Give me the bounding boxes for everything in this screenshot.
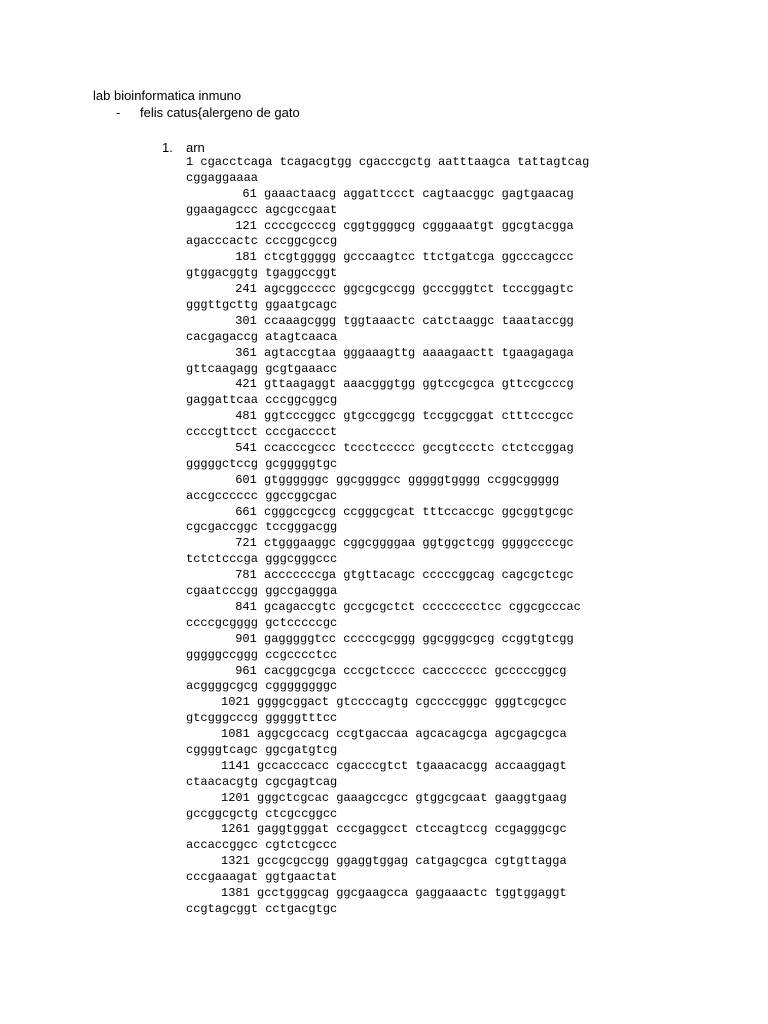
- sequence-line-continuation: cgcgaccggc tccgggacgg: [186, 520, 338, 535]
- sequence-line: 61 gaaactaacg aggattccct cagtaacggc gagtgaacag: [228, 186, 574, 201]
- sequence-line: 121 ccccgccccg cggtggggcg cgggaaatgt ggcgtacgga: [228, 218, 574, 233]
- sequence-line: 781 acccccccga gtgttacagc cccccggcag cagcgctcgc: [228, 568, 574, 583]
- sequence-line: 721 ctgggaaggc cggcggggaa ggtggctcgg ggggccccgc: [228, 536, 574, 551]
- list-label: arn: [186, 140, 205, 155]
- sequence-line-continuation: cgaatcccgg ggccgaggga: [186, 584, 338, 599]
- sequence-line: 601 gtggggggc ggcggggcc gggggtgggg ccggcggggg: [228, 472, 560, 487]
- sequence-line: 1261 gaggtgggat cccgaggcct ctccagtccg ccgagggcgc: [221, 822, 567, 837]
- sequence-line-continuation: ggaagagccc agcgccgaat: [186, 202, 338, 217]
- sequence-line-continuation: cccgaaagat ggtgaactat: [186, 870, 338, 885]
- sequence-line-continuation: cggaggaaaa: [186, 170, 259, 185]
- sequence-line-continuation: gtggacggtg tgaggccggt: [186, 266, 338, 281]
- sequence-line-continuation: gggttgcttg ggaatgcagc: [186, 298, 338, 313]
- sequence-line: 1141 gccacccacc cgacccgtct tgaaacacgg accaaggagt: [221, 758, 567, 773]
- sequence-line: 1381 gcctgggcag ggcgaagcca gaggaaactc tggtggaggt: [221, 885, 567, 900]
- sequence-line: 541 ccacccgccc tccctccccc gccgtccctc ctctccggag: [228, 441, 574, 456]
- sequence-line-continuation: acggggcgcg cggggggggc: [186, 679, 338, 694]
- sequence-line-continuation: gttcaagagg gcgtgaaacc: [186, 361, 338, 376]
- bullet-text: felis catus{alergeno de gato: [140, 105, 300, 120]
- sequence-line-continuation: ctaacacgtg cgcgagtcag: [186, 774, 338, 789]
- sequence-line-continuation: gccggcgctg ctcgccggcc: [186, 806, 338, 821]
- sequence-line: 181 ctcgtggggg gcccaagtcc ttctgatcga ggcccagccc: [228, 250, 574, 265]
- sequence-line-continuation: accaccggcc cgtctcgccc: [186, 838, 338, 853]
- sequence-line-continuation: gggggctccg gcgggggtgc: [186, 456, 338, 471]
- sequence-line: 1081 aggcgccacg ccgtgaccaa agcacagcga agcgagcgca: [221, 727, 567, 742]
- sequence-line-continuation: ccccgttcct cccgacccct: [186, 425, 338, 440]
- numbered-list-item: [162, 140, 205, 156]
- sequence-line: 1321 gccgcgccgg ggaggtggag catgagcgca cgtgttagga: [221, 854, 567, 869]
- sequence-line-continuation: ccgtagcggt cctgacgtgc: [186, 901, 338, 916]
- sequence-line: 421 gttaagaggt aaacgggtgg ggtccgcgca gttccgcccg: [228, 377, 574, 392]
- sequence-line: 961 cacggcgcga cccgctcccc caccccccc gcccccggcg: [228, 663, 567, 678]
- sequence-line: 241 agcggccccc ggcgcgccgg gcccgggtct tcccggagtc: [228, 282, 574, 297]
- sequence-line: 1021 ggggcggact gtccccagtg cgccccgggc gggtcgcgcc: [221, 695, 567, 710]
- bullet-marker: -: [116, 105, 121, 120]
- sequence-line-continuation: gggggccggg ccgcccctcc: [186, 647, 338, 662]
- sequence-line: 481 ggtcccggcc gtgccggcgg tccggcggat ctttcccgcc: [228, 409, 574, 424]
- sequence-line: 901 gagggggtcc cccccgcggg ggcgggcgcg ccggtgtcgg: [228, 631, 574, 646]
- sequence-line-continuation: gaggattcaa cccggcggcg: [186, 393, 338, 408]
- sequence-line: 1 cgacctcaga tcagacgtgg cgacccgctg aatttaagca tattagtcag: [186, 155, 590, 169]
- list-number: 1.: [162, 140, 173, 155]
- sequence-line-continuation: accgcccccc ggccggcgac: [186, 488, 338, 503]
- sequence-line-continuation: agacccactc cccggcgccg: [186, 234, 338, 249]
- document-title: lab bioinformatica inmuno: [93, 88, 242, 103]
- sequence-line: 1201 gggctcgcac gaaagccgcc gtggcgcaat gaaggtgaag: [221, 790, 567, 805]
- sequence-line: 361 agtaccgtaa gggaaagttg aaaagaactt tgaagagaga: [228, 345, 574, 360]
- sequence-line-continuation: cacgagaccg atagtcaaca: [186, 329, 338, 344]
- sequence-block: [186, 155, 746, 918]
- sequence-line: 841 gcagaccgtc gccgcgctct cccccccctcc cggcgcccac: [228, 599, 581, 614]
- sequence-line-continuation: tctctcccga gggcgggccc: [186, 552, 338, 567]
- bullet-item: [116, 105, 300, 121]
- sequence-line-continuation: ccccgcgggg gctcccccgc: [186, 615, 338, 630]
- sequence-line: 301 ccaaagcggg tggtaaactc catctaaggc taaataccgg: [228, 313, 574, 328]
- sequence-line: 661 cgggccgccg ccgggcgcat tttccaccgc ggcggtgcgc: [228, 504, 574, 519]
- sequence-line-continuation: cggggtcagc ggcgatgtcg: [186, 742, 338, 757]
- sequence-line-continuation: gtcgggcccg gggggtttcc: [186, 711, 338, 726]
